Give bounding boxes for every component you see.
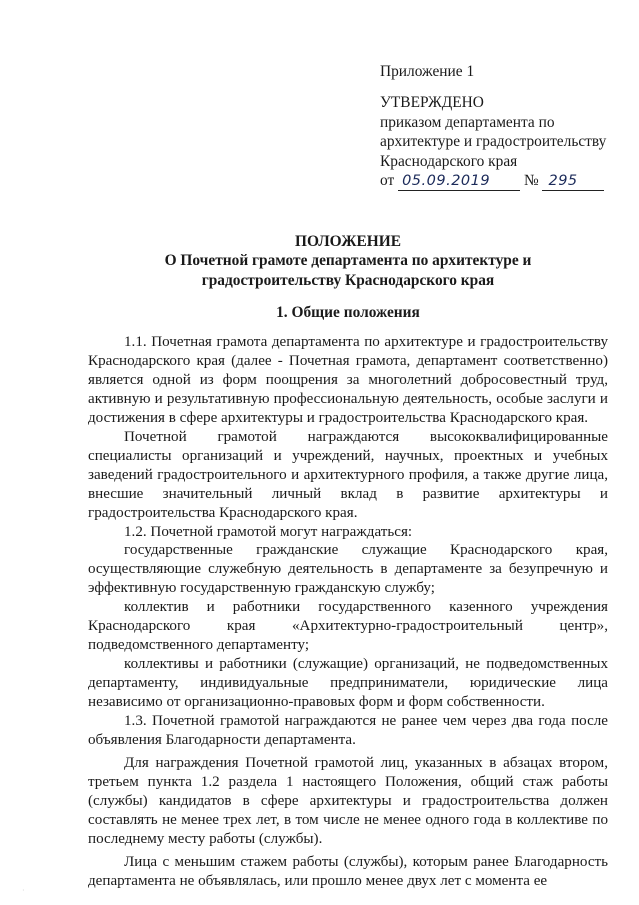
approval-line-2: архитектуре и градостроительству	[380, 133, 607, 151]
title-heading: ПОЛОЖЕНИЕ	[295, 233, 401, 250]
paragraph: государственные гражданские служащие Краснодарского края, осуществляющие служебную деятельность в департаменте за безупречную и эффективную государственную гражданскую службу;	[88, 542, 608, 597]
approval-line-3: Краснодарского края	[380, 152, 518, 170]
title-line-2: градостроительству Краснодарского края	[201, 271, 495, 289]
date-field	[398, 172, 520, 191]
paragraph: 1.2. Почетной грамотой могут награждаться:	[124, 523, 413, 540]
approved-label: УТВЕРЖДЕНО	[380, 94, 484, 112]
scan-mark: ·	[22, 886, 25, 895]
section-heading: 1. Общие положения	[276, 304, 420, 321]
handwritten-date: 05.09.2019	[402, 173, 491, 190]
number-prefix: №	[523, 172, 539, 190]
appendix-label: Приложение 1	[380, 63, 475, 80]
title-line-1: О Почетной грамоте департамента по архитектуре и	[164, 252, 532, 270]
paragraph: Лица с меньшим стажем работы (службы), которым ранее Благодарность департамента не объявлялась, или прошло менее двух лет с момента ее	[88, 853, 608, 889]
paragraph: коллективы и работники (служащие) организаций, не подведомственных департаменту, индивидуальные предприниматели, юридические лица независимо от организационно-правовых форм и форм собственности.	[88, 656, 608, 711]
date-prefix: от	[380, 172, 395, 190]
paragraph: Для награждения Почетной грамотой лиц, указанных в абзацах втором, третьем пункта 1.2 раздела 1 настоящего Положения, общий стаж работы (службы) кандидатов в сфере архитектуры и градостроительства должен составлять не менее трех лет, в том числе не менее одного года в коллективе по последнему месту работы (службы).	[88, 754, 608, 847]
number-field	[542, 172, 604, 191]
approval-block	[380, 62, 630, 191]
paragraph: коллектив и работники государственного казенного учреждения Краснодарского края «Архитектурно-градостроительный центр», подведомственного департаменту;	[88, 599, 608, 654]
date-number-line	[380, 171, 630, 191]
document-body	[88, 333, 608, 891]
paragraph: 1.1. Почетная грамота департамента по архитектуре и градостроительству Краснодарского края (далее - Почетная грамота, департамент соответственно) является одной из форм поощрения за многолетний добросовестный труд, активную и результативную профессиональную деятельность, особые заслуги и достижения в сфере архитектуры и градостроительства Краснодарского края.	[88, 334, 608, 426]
paragraph: Почетной грамотой награждаются высококвалифицированные специалисты организаций и учреждений, научных, проектных и учебных заведений градостроительного и архитектурного профиля, а также другие лица, внесшие значительный личный вклад в развитие архитектуры и градостроительства Краснодарского края.	[88, 428, 608, 521]
handwritten-number: 295	[548, 173, 578, 190]
approval-line-1: приказом департамента по	[380, 113, 555, 131]
document-title	[88, 232, 608, 290]
paragraph: 1.3. Почетной грамотой награждаются не ранее чем через два года после объявления Благодарности департамента.	[88, 713, 608, 749]
